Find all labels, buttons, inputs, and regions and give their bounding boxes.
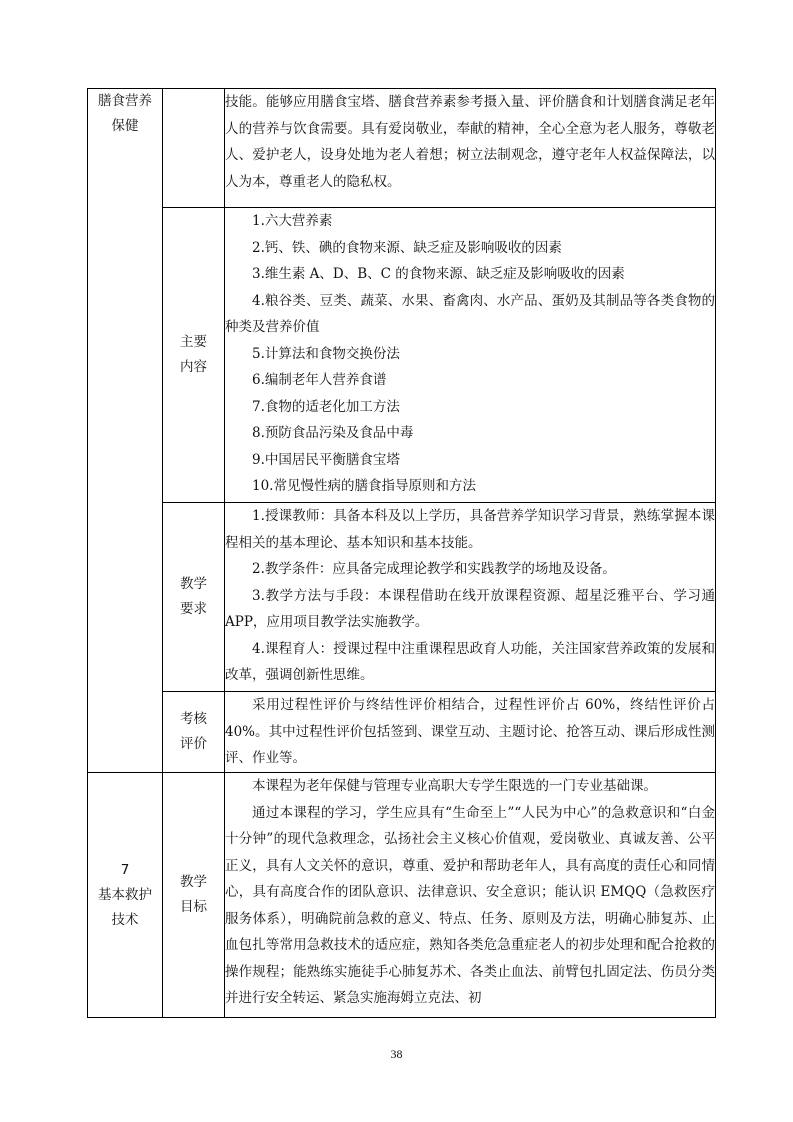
assessment-label-line1: 考核 — [180, 711, 207, 727]
assessment-text: 采用过程性评价与终结性评价相结合，过程性评价占 60%，终结性评价占 40%。其中过程性评价包括签到、课堂互动、主题讨论、抢答互动、课后形成性测评、作业等。 — [225, 697, 715, 766]
content-item: 6.编制老年人营养食谱 — [252, 372, 387, 388]
requirement-item: 1.授课教师：具备本科及以上学历，具备营养学知识学习背景，熟练掌握本课程相关的基本理论、基本知识和基本技能。 — [225, 508, 715, 551]
requirements-label-line2: 要求 — [180, 601, 207, 617]
course-name-line2: 技术 — [111, 911, 139, 928]
content-item: 4.粮谷类、豆类、蔬菜、水果、畜禽肉、水产品、蛋奶及其制品等各类食物的种类及营养价值 — [225, 292, 715, 335]
content-item: 2.钙、铁、碘的食物来源、缺乏症及影响吸收的因素 — [252, 239, 562, 256]
content-item: 7.食物的适老化加工方法 — [252, 398, 400, 415]
assessment-label-line2: 评价 — [180, 736, 207, 752]
content-item: 9.中国居民平衡膳食宝塔 — [252, 451, 400, 468]
course-name-cell — [88, 89, 163, 773]
course-table — [87, 88, 716, 1018]
page-number: 38 — [390, 1047, 403, 1061]
assessment-label-cell — [163, 692, 225, 773]
table-row — [88, 773, 716, 1018]
requirement-item: 2.教学条件：应具备完成理论教学和实践教学的场地及设备。 — [252, 561, 616, 577]
content-label-line2: 内容 — [180, 359, 207, 375]
goal-label-line1: 教学 — [180, 874, 207, 890]
course-name-cell — [88, 773, 163, 1018]
requirements-label-cell — [163, 503, 225, 692]
requirements-label-line1: 教学 — [180, 576, 207, 592]
course-name-line1: 基本救护 — [98, 886, 152, 903]
content-item: 1.六大营养素 — [252, 213, 333, 229]
content-item: 10.常见慢性病的膳食指导原则和方法 — [252, 478, 476, 494]
content-item: 8.预防食品污染及食品中毒 — [252, 425, 414, 441]
goal-continuation-cell — [225, 89, 716, 208]
goal-paragraph: 本课程为老年保健与管理专业高职大专学生限选的一门专业基础课。 — [252, 778, 657, 794]
table-row — [88, 208, 716, 503]
table-row — [88, 692, 716, 773]
table-row — [88, 89, 716, 208]
requirements-cell — [225, 503, 716, 692]
course-name-line2: 保健 — [111, 118, 139, 134]
content-label-cell — [163, 208, 225, 503]
empty-label-cell — [163, 89, 225, 208]
goal-cell — [225, 773, 716, 1018]
requirement-item: 3.教学方法与手段：本课程借助在线开放课程资源、超星泛雅平台、学习通 APP，应用项目教学法实施教学。 — [225, 587, 715, 630]
course-number: 7 — [120, 861, 130, 878]
content-item: 5.计算法和食物交换份法 — [252, 345, 400, 362]
assessment-cell — [225, 692, 716, 773]
goal-label-line2: 目标 — [180, 899, 207, 915]
course-name-line1: 膳食营养 — [98, 93, 152, 109]
requirement-item: 4.课程育人：授课过程中注重课程思政育人功能，关注国家营养政策的发展和改革，强调创新性思维。 — [225, 640, 715, 683]
content-cell — [225, 208, 716, 503]
goal-continuation-text: 技能。能够应用膳食宝塔、膳食营养素参考摄入量、评价膳食和计划膳食满足老年人的营养与饮食需要。具有爱岗敬业，奉献的精神，全心全意为老人服务，尊敬老人、爱护老人，设身处地为老人着想；树立法制观念，遵守老年人权益保障法，以人为本，尊重老人的隐私权。 — [225, 94, 715, 190]
content-item: 3.维生素 A、D、B、C 的食物来源、缺乏症及影响吸收的因素 — [252, 266, 625, 282]
table-row — [88, 503, 716, 692]
content-label-line1: 主要 — [180, 334, 207, 350]
goal-label-cell — [163, 773, 225, 1018]
goal-paragraph: 通过本课程的学习，学生应具有“生命至上”“人民为中心”的急救意识和“白金十分钟”的现代急救理念，弘扬社会主义核心价值观，爱岗敬业、真诚友善、公平正义，具有人文关怀的意识，尊重、爱护和帮助老年人，具有高度的责任心和同情心，具有高度合作的团队意识、法律意识、安全意识；能认识 EMQQ（急救医疗服务体系），明确院前急救的意义、特点、任务、原则及方法，明确心肺复苏、止血包扎等常用急救技术的适应症，熟知各类危急重症老人的初步处理和配合抢救的操作规程；能熟练实施徒手心肺复苏术、各类止血法、前臂包扎固定法、伤员分类并进行安全转运、紧急实施海姆立克法、初 — [225, 804, 715, 1006]
